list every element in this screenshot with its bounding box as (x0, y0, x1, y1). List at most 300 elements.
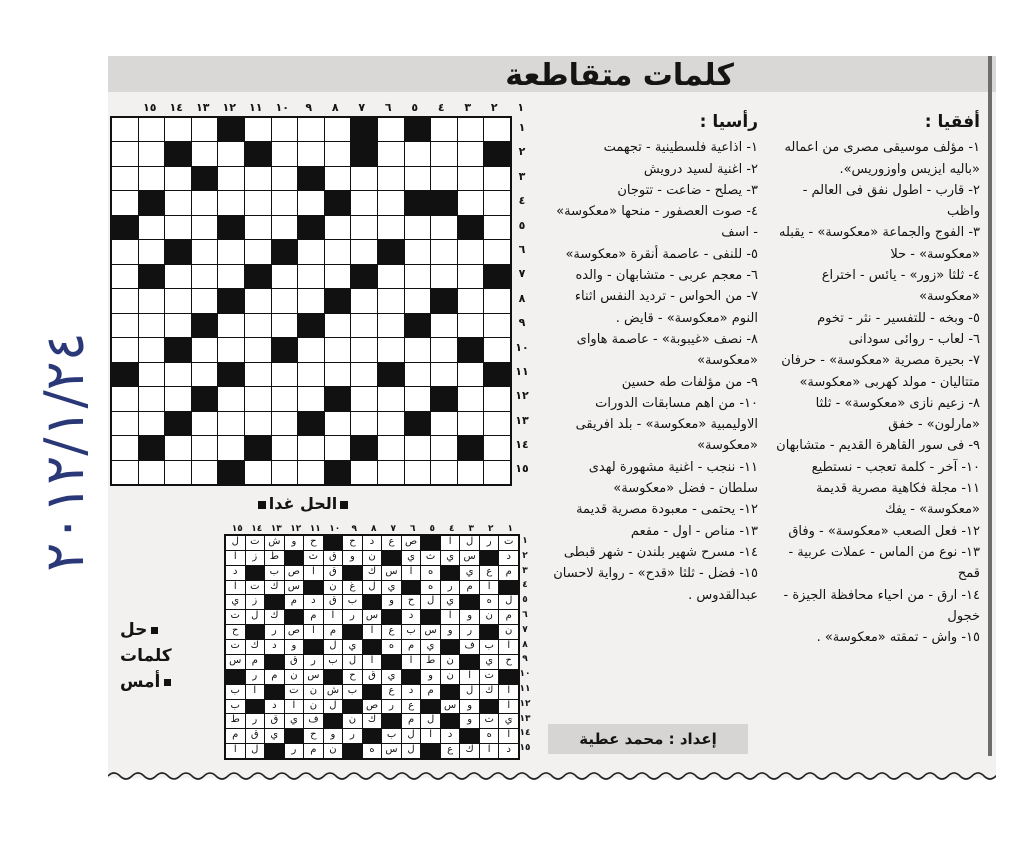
grid-cell[interactable] (458, 118, 484, 141)
grid-cell[interactable] (405, 436, 431, 459)
grid-cell[interactable] (112, 167, 138, 190)
grid-cell[interactable] (431, 118, 457, 141)
grid-cell[interactable] (484, 191, 510, 214)
grid-cell[interactable] (405, 363, 431, 386)
grid-cell[interactable] (325, 142, 351, 165)
solution-cell: ه (480, 595, 499, 609)
grid-cell[interactable] (165, 191, 191, 214)
square-bullet-icon (340, 501, 348, 509)
solution-cell: ت (246, 581, 265, 595)
grid-cell[interactable] (298, 265, 324, 288)
grid-cell[interactable] (192, 338, 218, 361)
across-clue: ٧- بحيرة مصرية «معكوسة» - حرفان متتاليان - مولد كهربى «معكوسة» (781, 353, 980, 390)
grid-cell[interactable] (165, 216, 191, 239)
column-number: ٧ (358, 101, 366, 114)
grid-cell[interactable] (272, 461, 298, 484)
grid-cell[interactable] (405, 338, 431, 361)
column-number: ١ (507, 524, 513, 534)
grid-cell[interactable] (378, 216, 404, 239)
down-clue: ٣- يصلح - ضاعت - تتوجان (617, 182, 758, 198)
grid-cell[interactable] (325, 216, 351, 239)
grid-cell[interactable] (431, 240, 457, 263)
column-number: ٩ (351, 524, 357, 534)
row-number: ٢ (518, 145, 526, 159)
grid-cell[interactable] (405, 289, 431, 312)
grid-cell[interactable] (458, 387, 484, 410)
solution-cell: ث (304, 551, 323, 565)
solution-cell: ب (480, 640, 499, 654)
solution-cell: م (304, 744, 323, 758)
grid-cell[interactable] (325, 240, 351, 263)
grid-cell[interactable] (298, 191, 324, 214)
solution-cell: ب (382, 729, 401, 743)
grid-cell[interactable] (351, 461, 377, 484)
grid-cell[interactable] (165, 167, 191, 190)
black-square (265, 595, 284, 609)
solution-cell: ا (363, 625, 382, 639)
solution-cell: ط (226, 714, 245, 728)
row-number: ١٠ (519, 669, 531, 680)
solution-cell: س (304, 670, 323, 684)
grid-cell[interactable] (192, 142, 218, 165)
black-square (285, 610, 304, 624)
solution-cell: ع (441, 744, 460, 758)
grid-cell[interactable] (484, 338, 510, 361)
grid-cell[interactable] (245, 118, 271, 141)
solution-cell: س (226, 655, 245, 669)
grid-cell[interactable] (325, 314, 351, 337)
solution-cell: ي (480, 655, 499, 669)
grid-cell[interactable] (458, 167, 484, 190)
grid-cell[interactable] (112, 314, 138, 337)
solution-cell: ل (421, 595, 440, 609)
black-square (325, 289, 351, 312)
row-number: ١٣ (519, 713, 531, 724)
grid-cell[interactable] (484, 289, 510, 312)
column-number: ١٠ (329, 524, 341, 534)
grid-cell[interactable] (245, 412, 271, 435)
grid-cell[interactable] (139, 461, 165, 484)
row-number: ٤ (518, 194, 526, 208)
column-number: ١٥ (143, 101, 157, 114)
grid-cell[interactable] (272, 191, 298, 214)
black-square (458, 338, 484, 361)
grid-cell[interactable] (272, 265, 298, 288)
grid-cell[interactable] (351, 314, 377, 337)
grid-cell[interactable] (139, 363, 165, 386)
column-number: ١٣ (196, 101, 210, 114)
grid-cell[interactable] (112, 118, 138, 141)
grid-cell[interactable] (431, 436, 457, 459)
grid-cell[interactable] (112, 289, 138, 312)
grid-cell[interactable] (325, 436, 351, 459)
grid-cell[interactable] (139, 412, 165, 435)
grid-cell[interactable] (298, 142, 324, 165)
black-square (304, 640, 323, 654)
grid-cell[interactable] (431, 265, 457, 288)
solution-cell: ن (343, 714, 362, 728)
grid-cell[interactable] (112, 461, 138, 484)
down-clue: ٥- للنفى - عاصمة أنقرة «معكوسة» (565, 246, 758, 262)
grid-cell[interactable] (351, 167, 377, 190)
solution-cell: و (382, 595, 401, 609)
grid-cell[interactable] (245, 167, 271, 190)
grid-cell[interactable] (218, 265, 244, 288)
solution-cell: ا (226, 551, 245, 565)
grid-cell[interactable] (458, 142, 484, 165)
grid-cell[interactable] (351, 363, 377, 386)
grid-cell[interactable] (112, 338, 138, 361)
grid-cell[interactable] (165, 461, 191, 484)
grid-cell[interactable] (112, 265, 138, 288)
solution-cell: ن (363, 551, 382, 565)
grid-cell[interactable] (484, 436, 510, 459)
row-number: ١ (518, 121, 526, 134)
grid-cell[interactable] (298, 240, 324, 263)
grid-cell[interactable] (351, 387, 377, 410)
black-square (378, 240, 404, 263)
grid-cell[interactable] (218, 338, 244, 361)
grid-cell[interactable] (218, 436, 244, 459)
grid-cell[interactable] (218, 314, 244, 337)
row-number: ٦ (518, 242, 526, 256)
black-square (304, 581, 323, 595)
grid-cell[interactable] (272, 142, 298, 165)
black-square (480, 700, 499, 714)
grid-cell[interactable] (218, 142, 244, 165)
row-number: ١٠ (515, 340, 529, 354)
grid-cell[interactable] (245, 314, 271, 337)
grid-cell[interactable] (245, 338, 271, 361)
grid-cell[interactable] (112, 240, 138, 263)
solution-cell: ب (226, 700, 245, 714)
grid-cell[interactable] (139, 338, 165, 361)
grid-cell[interactable] (298, 363, 324, 386)
across-clue: ١٥- واش - تمقته «معكوسة» . (816, 630, 980, 646)
solution-cell: و (285, 640, 304, 654)
black-square (165, 412, 191, 435)
grid-cell[interactable] (192, 289, 218, 312)
grid-cell[interactable] (484, 216, 510, 239)
black-square (431, 191, 457, 214)
solution-cell: د (499, 744, 518, 758)
grid-cell[interactable] (245, 363, 271, 386)
grid-cell[interactable] (378, 461, 404, 484)
grid-cell[interactable] (378, 338, 404, 361)
black-square (363, 640, 382, 654)
grid-cell[interactable] (272, 118, 298, 141)
grid-cell[interactable] (192, 461, 218, 484)
grid-cell[interactable] (192, 118, 218, 141)
grid-cell[interactable] (218, 167, 244, 190)
grid-cell[interactable] (378, 167, 404, 190)
across-clue: ٨- زعيم نازى «معكوسة» - ثلثا «مارلون» - خفق (815, 395, 980, 433)
black-square (431, 387, 457, 410)
grid-cell[interactable] (431, 142, 457, 165)
grid-cell[interactable] (272, 167, 298, 190)
black-square (480, 625, 499, 639)
column-number: ١٤ (251, 524, 263, 534)
grid-cell[interactable] (351, 338, 377, 361)
black-square (378, 363, 404, 386)
grid-cell[interactable] (218, 240, 244, 263)
grid-cell[interactable] (405, 216, 431, 239)
grid-cell[interactable] (378, 142, 404, 165)
grid-cell[interactable] (458, 314, 484, 337)
row-number: ٨ (518, 291, 526, 305)
grid-cell[interactable] (484, 314, 510, 337)
grid-cell[interactable] (192, 191, 218, 214)
grid-cell[interactable] (139, 118, 165, 141)
grid-cell[interactable] (298, 338, 324, 361)
solution-cell: ي (441, 595, 460, 609)
grid-cell[interactable] (458, 461, 484, 484)
grid-cell[interactable] (378, 118, 404, 141)
grid-cell[interactable] (405, 461, 431, 484)
grid-cell[interactable] (139, 314, 165, 337)
grid-cell[interactable] (192, 363, 218, 386)
black-square (298, 167, 324, 190)
column-number: ٨ (331, 101, 339, 114)
grid-cell[interactable] (405, 240, 431, 263)
grid-cell[interactable] (192, 240, 218, 263)
down-clue: ٧- من الحواس - ترديد النفس اثناء النوم «معكوسة» - قايض . (574, 289, 758, 326)
grid-cell[interactable] (298, 436, 324, 459)
solution-cell: ف (460, 640, 479, 654)
grid-cell[interactable] (458, 363, 484, 386)
black-square (298, 314, 324, 337)
grid-cell[interactable] (192, 216, 218, 239)
solution-cell: د (265, 640, 284, 654)
black-square (405, 118, 431, 141)
grid-cell[interactable] (218, 191, 244, 214)
across-clue: ٢- قارب - اطول نفق فى العالم - واظب (802, 182, 980, 220)
grid-cell[interactable] (298, 118, 324, 141)
grid-cell[interactable] (165, 314, 191, 337)
grid-cell[interactable] (165, 118, 191, 141)
solution-cell: ت (226, 640, 245, 654)
grid-cell[interactable] (272, 436, 298, 459)
solution-cell: ي (402, 551, 421, 565)
solution-cell: ل (402, 729, 421, 743)
solution-cell: م (285, 595, 304, 609)
grid-cell[interactable] (351, 216, 377, 239)
solution-cell: ش (265, 536, 284, 550)
solution-cell: ح (402, 595, 421, 609)
grid-cell[interactable] (325, 412, 351, 435)
black-square (499, 670, 518, 684)
grid-cell[interactable] (431, 363, 457, 386)
grid-cell[interactable] (325, 118, 351, 141)
column-number: ١١ (309, 524, 321, 534)
grid-cell[interactable] (245, 289, 271, 312)
black-square (405, 191, 431, 214)
grid-cell[interactable] (112, 436, 138, 459)
grid-cell[interactable] (378, 314, 404, 337)
row-number: ٨ (522, 639, 528, 650)
grid-cell[interactable] (139, 216, 165, 239)
solution-cell: ل (343, 655, 362, 669)
grid-cell[interactable] (325, 265, 351, 288)
grid-cell[interactable] (245, 191, 271, 214)
grid-cell[interactable] (272, 216, 298, 239)
grid-cell[interactable] (431, 338, 457, 361)
solution-cell: م (246, 655, 265, 669)
grid-cell[interactable] (325, 167, 351, 190)
black-square (405, 314, 431, 337)
grid-cell[interactable] (272, 314, 298, 337)
grid-cell[interactable] (272, 412, 298, 435)
grid-cell[interactable] (245, 240, 271, 263)
grid-cell[interactable] (192, 412, 218, 435)
grid-cell[interactable] (431, 167, 457, 190)
grid-cell[interactable] (139, 240, 165, 263)
solution-cell: ر (343, 729, 362, 743)
grid-cell[interactable] (458, 289, 484, 312)
solution-cell: د (499, 551, 518, 565)
solution-cell: د (441, 729, 460, 743)
grid-cell[interactable] (431, 314, 457, 337)
grid-cell[interactable] (431, 216, 457, 239)
grid-cell[interactable] (218, 412, 244, 435)
solution-cell: ر (460, 625, 479, 639)
grid-cell[interactable] (139, 167, 165, 190)
solution-cell: ي (343, 640, 362, 654)
row-number: ١٢ (515, 389, 529, 403)
grid-cell[interactable] (192, 265, 218, 288)
grid-cell[interactable] (378, 436, 404, 459)
grid-cell[interactable] (298, 387, 324, 410)
grid-cell[interactable] (325, 338, 351, 361)
solution-cell: س (460, 551, 479, 565)
grid-cell[interactable] (165, 265, 191, 288)
solution-cell: ا (402, 566, 421, 580)
grid-cell[interactable] (484, 118, 510, 141)
grid-cell[interactable] (112, 387, 138, 410)
row-number: ١٥ (515, 462, 529, 476)
grid-cell[interactable] (139, 142, 165, 165)
grid-cell[interactable] (139, 289, 165, 312)
grid-cell[interactable] (272, 387, 298, 410)
black-square (218, 289, 244, 312)
grid-cell[interactable] (245, 216, 271, 239)
row-number: ١١ (515, 364, 529, 378)
grid-cell[interactable] (431, 461, 457, 484)
down-clue: ١٣- مناص - اول - مفعم (630, 523, 758, 539)
grid-cell[interactable] (431, 412, 457, 435)
black-square (343, 744, 362, 758)
solution-cell: و (460, 714, 479, 728)
yesterday-solution-label: حل كلمات أمس (120, 620, 172, 692)
solution-cell: ش (324, 685, 343, 699)
grid-cell[interactable] (405, 387, 431, 410)
row-number: ٣ (522, 565, 528, 576)
solution-cell: و (460, 700, 479, 714)
grid-cell[interactable] (458, 265, 484, 288)
solution-cell: ا (441, 610, 460, 624)
grid-cell[interactable] (484, 412, 510, 435)
grid-cell[interactable] (405, 167, 431, 190)
solution-cell: س (285, 581, 304, 595)
grid-cell[interactable] (139, 387, 165, 410)
grid-cell[interactable] (112, 412, 138, 435)
black-square (441, 714, 460, 728)
grid-cell[interactable] (272, 363, 298, 386)
solution-cell: ق (246, 729, 265, 743)
column-number: ٣ (468, 524, 474, 534)
black-square (351, 265, 377, 288)
grid-cell[interactable] (458, 191, 484, 214)
down-clue: ١٤- مسرح شهير بلندن - شهر قبطى (563, 544, 758, 560)
grid-cell[interactable] (351, 289, 377, 312)
square-bullet-icon (164, 679, 171, 686)
solution-cell: ح (304, 729, 323, 743)
grid-cell[interactable] (112, 191, 138, 214)
grid-cell[interactable] (165, 289, 191, 312)
solution-cell: م (304, 610, 323, 624)
black-square (460, 729, 479, 743)
black-square (165, 338, 191, 361)
grid-cell[interactable] (272, 289, 298, 312)
solution-cell: ح (304, 536, 323, 550)
grid-cell[interactable] (378, 289, 404, 312)
grid-cell[interactable] (351, 412, 377, 435)
grid-cell[interactable] (245, 461, 271, 484)
grid-cell[interactable] (192, 436, 218, 459)
grid-cell[interactable] (405, 265, 431, 288)
grid-cell[interactable] (165, 363, 191, 386)
grid-cell[interactable] (165, 387, 191, 410)
black-square (139, 191, 165, 214)
grid-cell[interactable] (165, 436, 191, 459)
grid-cell[interactable] (325, 363, 351, 386)
grid-cell[interactable] (484, 240, 510, 263)
grid-cell[interactable] (351, 191, 377, 214)
solution-cell: ب (226, 685, 245, 699)
grid-cell[interactable] (458, 412, 484, 435)
grid-cell[interactable] (218, 387, 244, 410)
black-square (441, 566, 460, 580)
solution-cell: س (421, 625, 440, 639)
row-number: ١٤ (519, 728, 531, 739)
solution-cell: ن (441, 655, 460, 669)
grid-cell[interactable] (484, 167, 510, 190)
grid-cell[interactable] (245, 387, 271, 410)
grid-cell[interactable] (405, 142, 431, 165)
solution-cell: د (304, 595, 323, 609)
grid-cell[interactable] (484, 387, 510, 410)
crossword-grid[interactable] (110, 116, 512, 486)
grid-cell[interactable] (351, 240, 377, 263)
across-clue: ١١- مجلة فكاهية مصرية قديمة «معكوسة» - يفك (815, 481, 980, 518)
grid-cell[interactable] (378, 412, 404, 435)
solution-cell: ا (402, 655, 421, 669)
row-number: ٢ (522, 550, 528, 561)
grid-cell[interactable] (378, 265, 404, 288)
grid-cell[interactable] (298, 289, 324, 312)
row-number: ١٥ (519, 743, 531, 754)
solution-cell: ب (402, 625, 421, 639)
black-square (218, 461, 244, 484)
grid-cell[interactable] (458, 240, 484, 263)
solution-cell: ع (382, 536, 401, 550)
grid-cell[interactable] (378, 191, 404, 214)
grid-cell[interactable] (484, 461, 510, 484)
grid-cell[interactable] (298, 461, 324, 484)
grid-cell[interactable] (378, 387, 404, 410)
grid-cell[interactable] (112, 142, 138, 165)
column-number: ١٠ (275, 101, 289, 114)
